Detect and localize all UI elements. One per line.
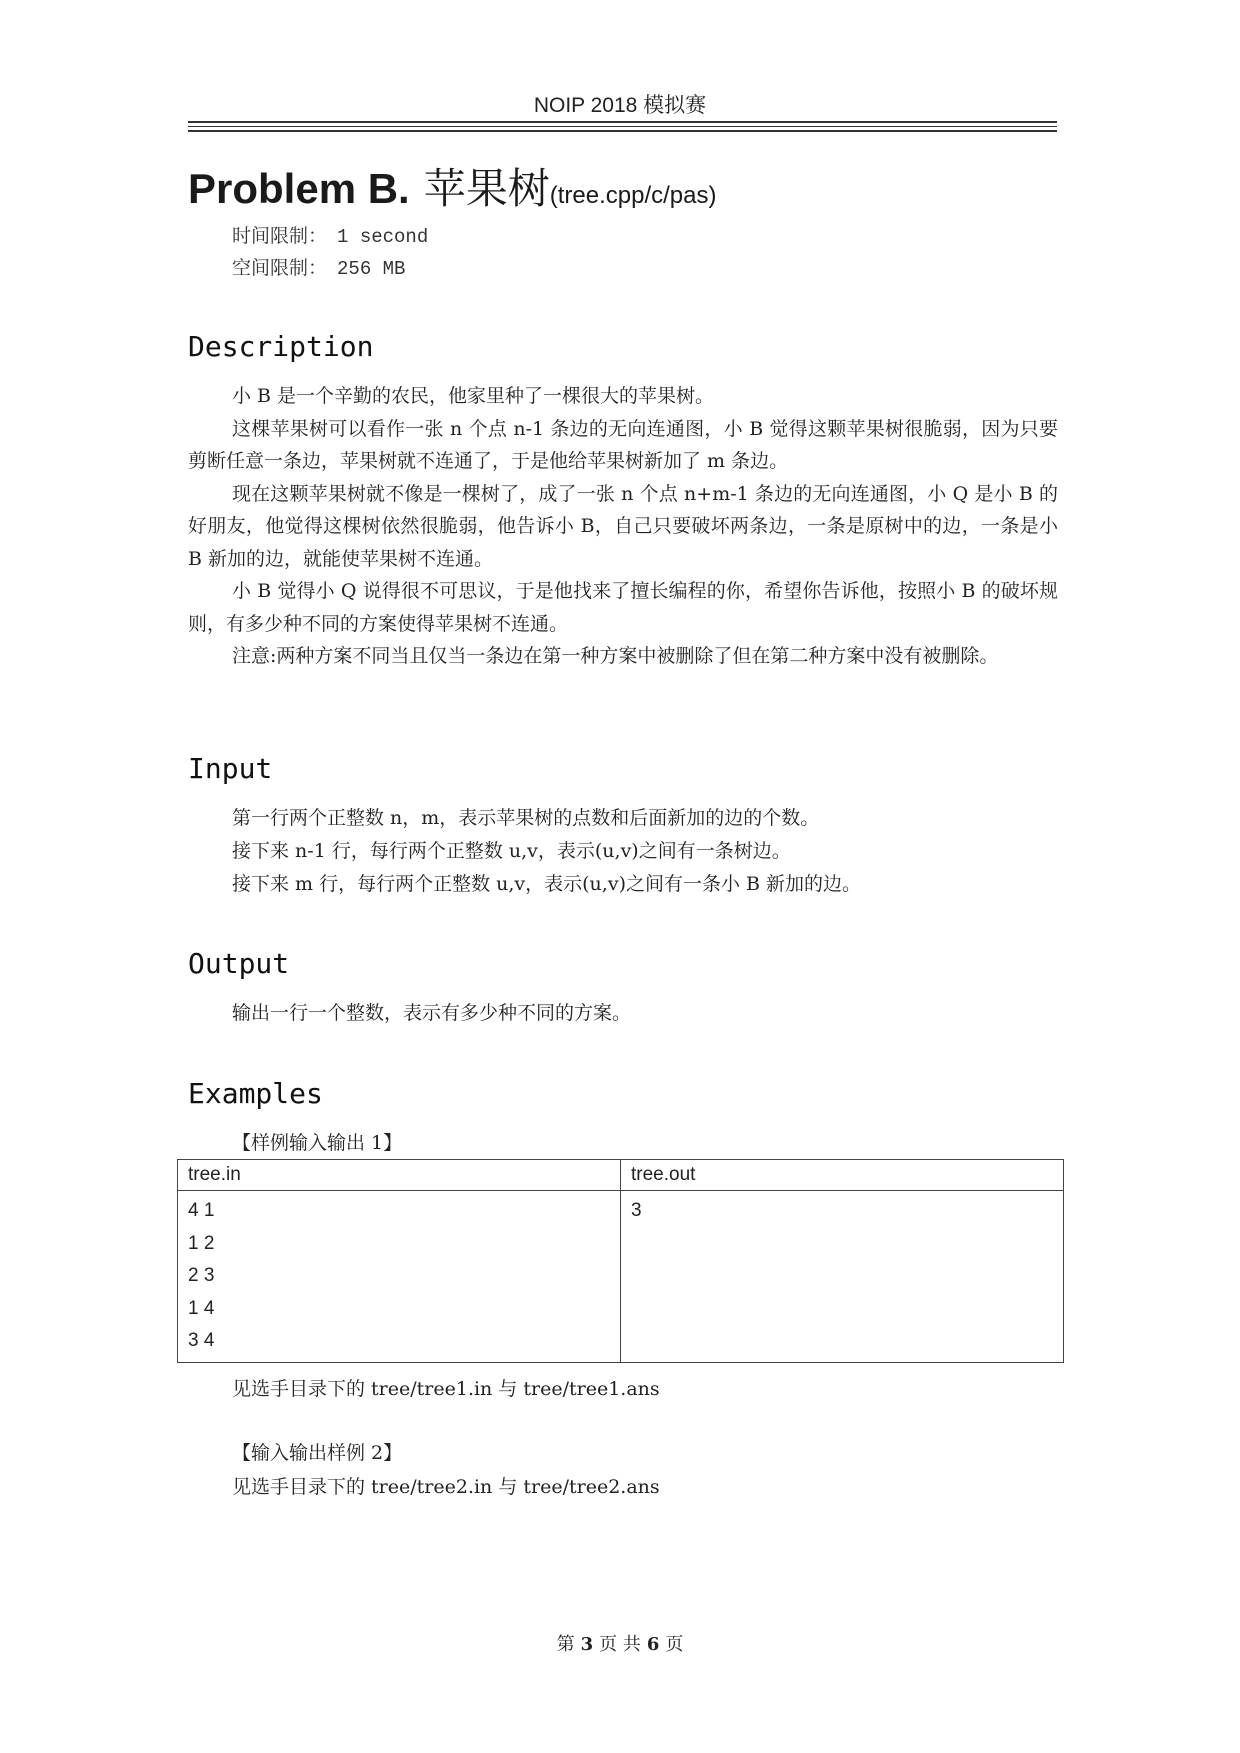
description-heading: Description: [188, 330, 374, 363]
examples-heading: Examples: [188, 1077, 323, 1110]
problem-name: 苹果树: [423, 164, 550, 213]
problem-label: Problem B.: [188, 165, 410, 212]
time-limit: [232, 221, 428, 248]
output-heading: Output: [188, 947, 290, 980]
description-paragraph: 这棵苹果树可以看作一张 n 个点 n-1 条边的无向连通图，小 B 觉得这颗苹果树很脆弱，因为只要剪断任意一条边，苹果树就不连通了，于是他给苹果树新加了 m 条边。: [188, 417, 1058, 472]
table-header-in: tree.in: [178, 1160, 621, 1191]
description-paragraph: 现在这颗苹果树就不像是一棵树了，成了一张 n 个点 n+m-1 条边的无向连通图，小 Q 是小 B 的好朋友，他觉得这棵树依然很脆弱，他告诉小 B，自己只要破坏两条边，一条是原树中的边，一条是小 B 新加的边，就能使苹果树不连通。: [188, 482, 1058, 570]
header-rule-middle: [188, 126, 1057, 127]
description-paragraph: 注意:两种方案不同当且仅当一条边在第一种方案中被删除了但在第二种方案中没有被删除。: [232, 645, 999, 667]
table-header-out: tree.out: [621, 1160, 1064, 1191]
footer-total-pages: 6: [646, 1634, 660, 1655]
sample-input-line: 1 4: [188, 1297, 215, 1319]
sample-input-line: 3 4: [188, 1330, 215, 1351]
footer-middle: 页 共: [599, 1634, 641, 1655]
sample1-caption: 【样例输入输出 1】: [232, 1132, 403, 1154]
input-line: 接下来 n-1 行，每行两个正整数 u,v，表示(u,v)之间有一条树边。: [232, 840, 791, 862]
problem-files: (tree.cpp/c/pas): [549, 182, 717, 209]
footer-suffix: 页: [665, 1634, 684, 1655]
page-footer: [0, 1630, 1240, 1656]
output-line: 输出一行一个整数，表示有多少种不同的方案。: [232, 1002, 632, 1024]
examples-table: [177, 1159, 1064, 1363]
footer-page-number: 3: [580, 1634, 594, 1655]
description-paragraph: 小 B 是一个辛勤的农民，他家里种了一棵很大的苹果树。: [232, 385, 715, 407]
sample2-caption: 【输入输出样例 2】: [232, 1442, 403, 1464]
sample2-note: 见选手目录下的 tree/tree2.in 与 tree/tree2.ans: [232, 1476, 660, 1498]
time-limit-label: 时间限制：: [232, 225, 328, 247]
description-paragraph: 小 B 觉得小 Q 说得很不可思议，于是他找来了擅长编程的你，希望你告诉他，按照小 B 的破坏规则，有多少种不同的方案使得苹果树不连通。: [188, 580, 1058, 635]
sample-input-line: 2 3: [188, 1265, 215, 1286]
sample-output-line: 3: [631, 1200, 642, 1221]
sample1-note: 见选手目录下的 tree/tree1.in 与 tree/tree1.ans: [232, 1378, 660, 1400]
description-body: [188, 380, 1058, 673]
header-rule-bottom: [188, 130, 1057, 132]
sample-input-line: 4 1: [188, 1200, 215, 1221]
table-header-row: [178, 1160, 1064, 1191]
memory-limit-label: 空间限制：: [232, 257, 328, 279]
footer-prefix: 第: [556, 1634, 575, 1655]
page-header: NOIP 2018 模拟赛: [533, 94, 707, 117]
memory-limit-value: 256 MB: [337, 258, 406, 280]
sample-output-cell: [621, 1191, 1064, 1363]
time-limit-value: 1 second: [337, 226, 429, 248]
sample-input-line: 1 2: [188, 1232, 215, 1254]
table-row: [178, 1191, 1064, 1363]
input-line: 第一行两个正整数 n，m，表示苹果树的点数和后面新加的边的个数。: [232, 807, 820, 829]
input-heading: Input: [188, 752, 273, 785]
sample-input-cell: [178, 1191, 621, 1363]
header-rule-top: [188, 121, 1057, 123]
memory-limit: [232, 253, 405, 280]
problem-title: [188, 156, 716, 216]
input-line: 接下来 m 行，每行两个正整数 u,v，表示(u,v)之间有一条小 B 新加的边。: [232, 873, 862, 895]
